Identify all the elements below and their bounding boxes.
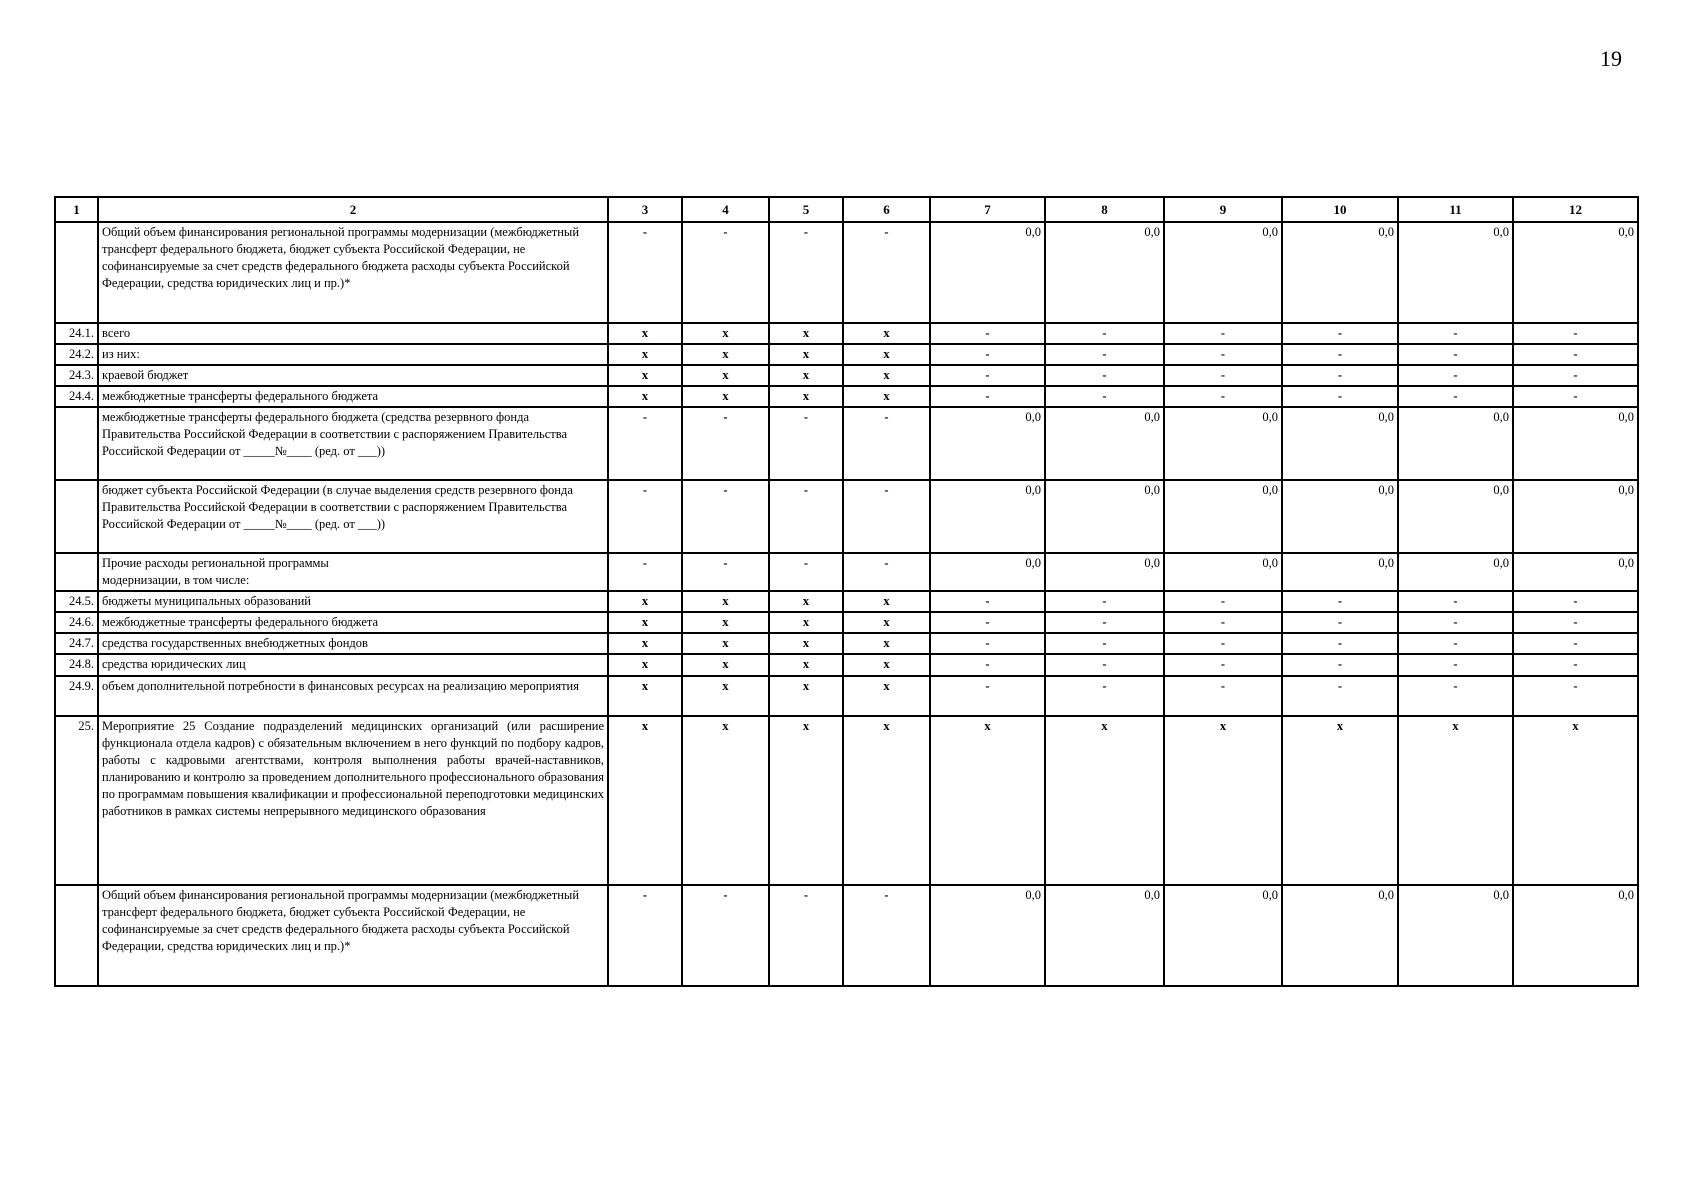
- cell: 0,0: [1513, 553, 1638, 591]
- cell: -: [1282, 365, 1398, 386]
- cell: -: [1164, 612, 1282, 633]
- cell: x: [843, 654, 930, 676]
- cell: -: [930, 365, 1045, 386]
- cell: x: [608, 654, 682, 676]
- cell: -: [1045, 633, 1164, 654]
- table-row: [55, 480, 1638, 553]
- cell: -: [1045, 365, 1164, 386]
- row-description: краевой бюджет: [98, 365, 608, 386]
- row-number: 24.3.: [55, 365, 98, 386]
- cell: -: [608, 222, 682, 323]
- cell: -: [1164, 591, 1282, 612]
- cell: x: [608, 344, 682, 365]
- cell: -: [1513, 591, 1638, 612]
- cell: -: [1398, 323, 1513, 344]
- cell: -: [843, 222, 930, 323]
- row-description: из них:: [98, 344, 608, 365]
- cell: x: [608, 676, 682, 716]
- cell: x: [769, 365, 843, 386]
- cell: 0,0: [1164, 553, 1282, 591]
- table-row: [55, 553, 1638, 591]
- cell: x: [843, 676, 930, 716]
- cell: -: [1164, 344, 1282, 365]
- table-row: [55, 654, 1638, 676]
- header-cell: 7: [930, 197, 1045, 222]
- cell: -: [1282, 386, 1398, 407]
- cell: x: [682, 654, 769, 676]
- cell: -: [1045, 323, 1164, 344]
- table-row: [55, 407, 1638, 480]
- cell: -: [1282, 612, 1398, 633]
- header-row: [55, 197, 1638, 222]
- cell: x: [843, 323, 930, 344]
- cell: -: [930, 654, 1045, 676]
- row-description: Прочие расходы региональной программы модернизации, в том числе:: [98, 553, 608, 591]
- cell: x: [608, 323, 682, 344]
- header-cell: 8: [1045, 197, 1164, 222]
- cell: x: [843, 633, 930, 654]
- cell: -: [1398, 591, 1513, 612]
- cell: -: [682, 553, 769, 591]
- cell: 0,0: [1282, 222, 1398, 323]
- cell: x: [769, 654, 843, 676]
- cell: -: [1398, 344, 1513, 365]
- cell: x: [769, 386, 843, 407]
- cell: 0,0: [930, 885, 1045, 986]
- header-cell: 9: [1164, 197, 1282, 222]
- cell: -: [1282, 591, 1398, 612]
- row-number: 24.5.: [55, 591, 98, 612]
- cell: x: [608, 386, 682, 407]
- cell: x: [1282, 716, 1398, 885]
- cell: -: [1513, 323, 1638, 344]
- cell: -: [1164, 654, 1282, 676]
- cell: -: [769, 407, 843, 480]
- cell: -: [769, 885, 843, 986]
- cell: -: [930, 612, 1045, 633]
- cell: -: [1398, 365, 1513, 386]
- cell: -: [1513, 365, 1638, 386]
- cell: -: [843, 480, 930, 553]
- header-cell: 1: [55, 197, 98, 222]
- cell: x: [769, 612, 843, 633]
- row-number: [55, 885, 98, 986]
- cell: -: [843, 553, 930, 591]
- cell: x: [682, 344, 769, 365]
- cell: x: [608, 591, 682, 612]
- cell: -: [1282, 633, 1398, 654]
- cell: x: [682, 323, 769, 344]
- cell: -: [930, 591, 1045, 612]
- cell: x: [843, 716, 930, 885]
- cell: 0,0: [1045, 222, 1164, 323]
- cell: -: [1164, 633, 1282, 654]
- cell: -: [1164, 676, 1282, 716]
- row-number: 24.6.: [55, 612, 98, 633]
- table-row: [55, 323, 1638, 344]
- cell: x: [769, 676, 843, 716]
- row-number: 25.: [55, 716, 98, 885]
- cell: 0,0: [1164, 222, 1282, 323]
- cell: 0,0: [1513, 480, 1638, 553]
- row-description: объем дополнительной потребности в финансовых ресурсах на реализацию мероприятия: [98, 676, 608, 716]
- cell: -: [769, 222, 843, 323]
- cell: x: [608, 633, 682, 654]
- cell: -: [1282, 344, 1398, 365]
- cell: -: [1045, 591, 1164, 612]
- cell: -: [930, 633, 1045, 654]
- cell: x: [608, 365, 682, 386]
- table-row: [55, 344, 1638, 365]
- table-row: [55, 222, 1638, 323]
- cell: 0,0: [930, 407, 1045, 480]
- cell: 0,0: [1398, 553, 1513, 591]
- cell: x: [608, 716, 682, 885]
- cell: -: [1398, 654, 1513, 676]
- row-description: всего: [98, 323, 608, 344]
- cell: -: [1282, 323, 1398, 344]
- cell: x: [769, 323, 843, 344]
- cell: 0,0: [1513, 222, 1638, 323]
- cell: -: [1398, 676, 1513, 716]
- cell: x: [682, 591, 769, 612]
- cell: -: [930, 386, 1045, 407]
- row-number: [55, 480, 98, 553]
- cell: 0,0: [1045, 480, 1164, 553]
- cell: 0,0: [1282, 407, 1398, 480]
- row-number: 24.4.: [55, 386, 98, 407]
- cell: x: [769, 591, 843, 612]
- cell: -: [1164, 386, 1282, 407]
- table-row: [55, 885, 1638, 986]
- cell: -: [1513, 386, 1638, 407]
- cell: x: [682, 386, 769, 407]
- row-description: межбюджетные трансферты федерального бюджета: [98, 386, 608, 407]
- header-cell: 4: [682, 197, 769, 222]
- row-description: Общий объем финансирования региональной программы модернизации (межбюджетный трансферт федерального бюджета, бюджет субъекта Российской Федерации, не софинансируемые за счет средств федерального бюджета расходы субъекта Российской Федерации, средства юридических лиц и пр.)*: [98, 222, 608, 323]
- cell: -: [843, 407, 930, 480]
- cell: 0,0: [930, 480, 1045, 553]
- cell: 0,0: [1164, 407, 1282, 480]
- cell: -: [930, 344, 1045, 365]
- cell: -: [682, 885, 769, 986]
- cell: x: [1398, 716, 1513, 885]
- cell: x: [769, 344, 843, 365]
- cell: x: [769, 633, 843, 654]
- header-cell: 2: [98, 197, 608, 222]
- cell: -: [1164, 365, 1282, 386]
- row-number: 24.7.: [55, 633, 98, 654]
- cell: -: [1282, 654, 1398, 676]
- cell: -: [1398, 633, 1513, 654]
- cell: x: [682, 716, 769, 885]
- cell: 0,0: [1282, 885, 1398, 986]
- cell: -: [843, 885, 930, 986]
- header-cell: 3: [608, 197, 682, 222]
- cell: x: [682, 612, 769, 633]
- row-description: межбюджетные трансферты федерального бюджета (средства резервного фонда Правительства Российской Федерации в соответствии с распоряжением Правительства Российской Федерации от _____№____ (ред. от ___)): [98, 407, 608, 480]
- cell: -: [769, 480, 843, 553]
- cell: x: [608, 612, 682, 633]
- cell: 0,0: [930, 222, 1045, 323]
- table-row: [55, 716, 1638, 885]
- row-description: бюджет субъекта Российской Федерации (в случае выделения средств резервного фонда Правительства Российской Федерации в соответствии с распоряжением Правительства Российской Федерации от _____№____ (ред. от ___)): [98, 480, 608, 553]
- cell: x: [930, 716, 1045, 885]
- cell: x: [843, 365, 930, 386]
- row-number: [55, 222, 98, 323]
- cell: 0,0: [1045, 553, 1164, 591]
- row-number: 24.2.: [55, 344, 98, 365]
- cell: -: [1398, 612, 1513, 633]
- cell: -: [930, 676, 1045, 716]
- cell: -: [1513, 654, 1638, 676]
- cell: -: [1045, 344, 1164, 365]
- cell: x: [843, 612, 930, 633]
- header-cell: 5: [769, 197, 843, 222]
- row-number: 24.9.: [55, 676, 98, 716]
- cell: x: [682, 633, 769, 654]
- cell: -: [1045, 386, 1164, 407]
- financing-table: [54, 196, 1639, 987]
- row-description: Мероприятие 25 Создание подразделений медицинских организаций (или расширение функционала отдела кадров) с обязательным включением в него функций по подбору кадров, работы с кадровыми агентствами, контроля выполнения работы врачей-наставников, планированию и контролю за проведением дополнительного профессионального образования по программам повышения квалификации и профессиональной переподготовки медицинских работников в рамках системы непрерывного медицинского образования: [98, 716, 608, 885]
- table-row: [55, 365, 1638, 386]
- cell: 0,0: [930, 553, 1045, 591]
- cell: x: [843, 344, 930, 365]
- cell: 0,0: [1282, 553, 1398, 591]
- row-description: бюджеты муниципальных образований: [98, 591, 608, 612]
- cell: -: [608, 553, 682, 591]
- row-number: [55, 553, 98, 591]
- header-cell: 10: [1282, 197, 1398, 222]
- cell: 0,0: [1045, 407, 1164, 480]
- table-row: [55, 633, 1638, 654]
- cell: -: [1045, 676, 1164, 716]
- cell: -: [608, 407, 682, 480]
- cell: x: [1045, 716, 1164, 885]
- cell: -: [930, 323, 1045, 344]
- cell: -: [769, 553, 843, 591]
- cell: x: [682, 676, 769, 716]
- table-row: [55, 676, 1638, 716]
- header-cell: 12: [1513, 197, 1638, 222]
- row-description: средства юридических лиц: [98, 654, 608, 676]
- cell: -: [608, 480, 682, 553]
- cell: -: [1045, 612, 1164, 633]
- row-description: Общий объем финансирования региональной программы модернизации (межбюджетный трансферт федерального бюджета, бюджет субъекта Российской Федерации, не софинансируемые за счет средств федерального бюджета расходы субъекта Российской Федерации, средства юридических лиц и пр.)*: [98, 885, 608, 986]
- cell: -: [1045, 654, 1164, 676]
- cell: x: [769, 716, 843, 885]
- cell: -: [1398, 386, 1513, 407]
- header-cell: 6: [843, 197, 930, 222]
- cell: 0,0: [1513, 885, 1638, 986]
- header-cell: 11: [1398, 197, 1513, 222]
- table-row: [55, 386, 1638, 407]
- cell: 0,0: [1164, 885, 1282, 986]
- table-row: [55, 612, 1638, 633]
- cell: -: [682, 480, 769, 553]
- row-number: [55, 407, 98, 480]
- cell: -: [682, 222, 769, 323]
- table-row: [55, 591, 1638, 612]
- cell: 0,0: [1513, 407, 1638, 480]
- row-number: 24.8.: [55, 654, 98, 676]
- cell: -: [608, 885, 682, 986]
- cell: x: [682, 365, 769, 386]
- cell: 0,0: [1398, 407, 1513, 480]
- cell: x: [843, 591, 930, 612]
- cell: -: [682, 407, 769, 480]
- cell: x: [1164, 716, 1282, 885]
- cell: 0,0: [1398, 222, 1513, 323]
- row-number: 24.1.: [55, 323, 98, 344]
- cell: -: [1513, 612, 1638, 633]
- cell: 0,0: [1398, 480, 1513, 553]
- cell: -: [1513, 676, 1638, 716]
- cell: -: [1164, 323, 1282, 344]
- cell: x: [843, 386, 930, 407]
- cell: -: [1282, 676, 1398, 716]
- page-number: 19: [1600, 46, 1622, 71]
- cell: x: [1513, 716, 1638, 885]
- cell: -: [1513, 633, 1638, 654]
- row-description: межбюджетные трансферты федерального бюджета: [98, 612, 608, 633]
- row-description: средства государственных внебюджетных фондов: [98, 633, 608, 654]
- cell: 0,0: [1045, 885, 1164, 986]
- cell: 0,0: [1164, 480, 1282, 553]
- cell: -: [1513, 344, 1638, 365]
- cell: 0,0: [1282, 480, 1398, 553]
- cell: 0,0: [1398, 885, 1513, 986]
